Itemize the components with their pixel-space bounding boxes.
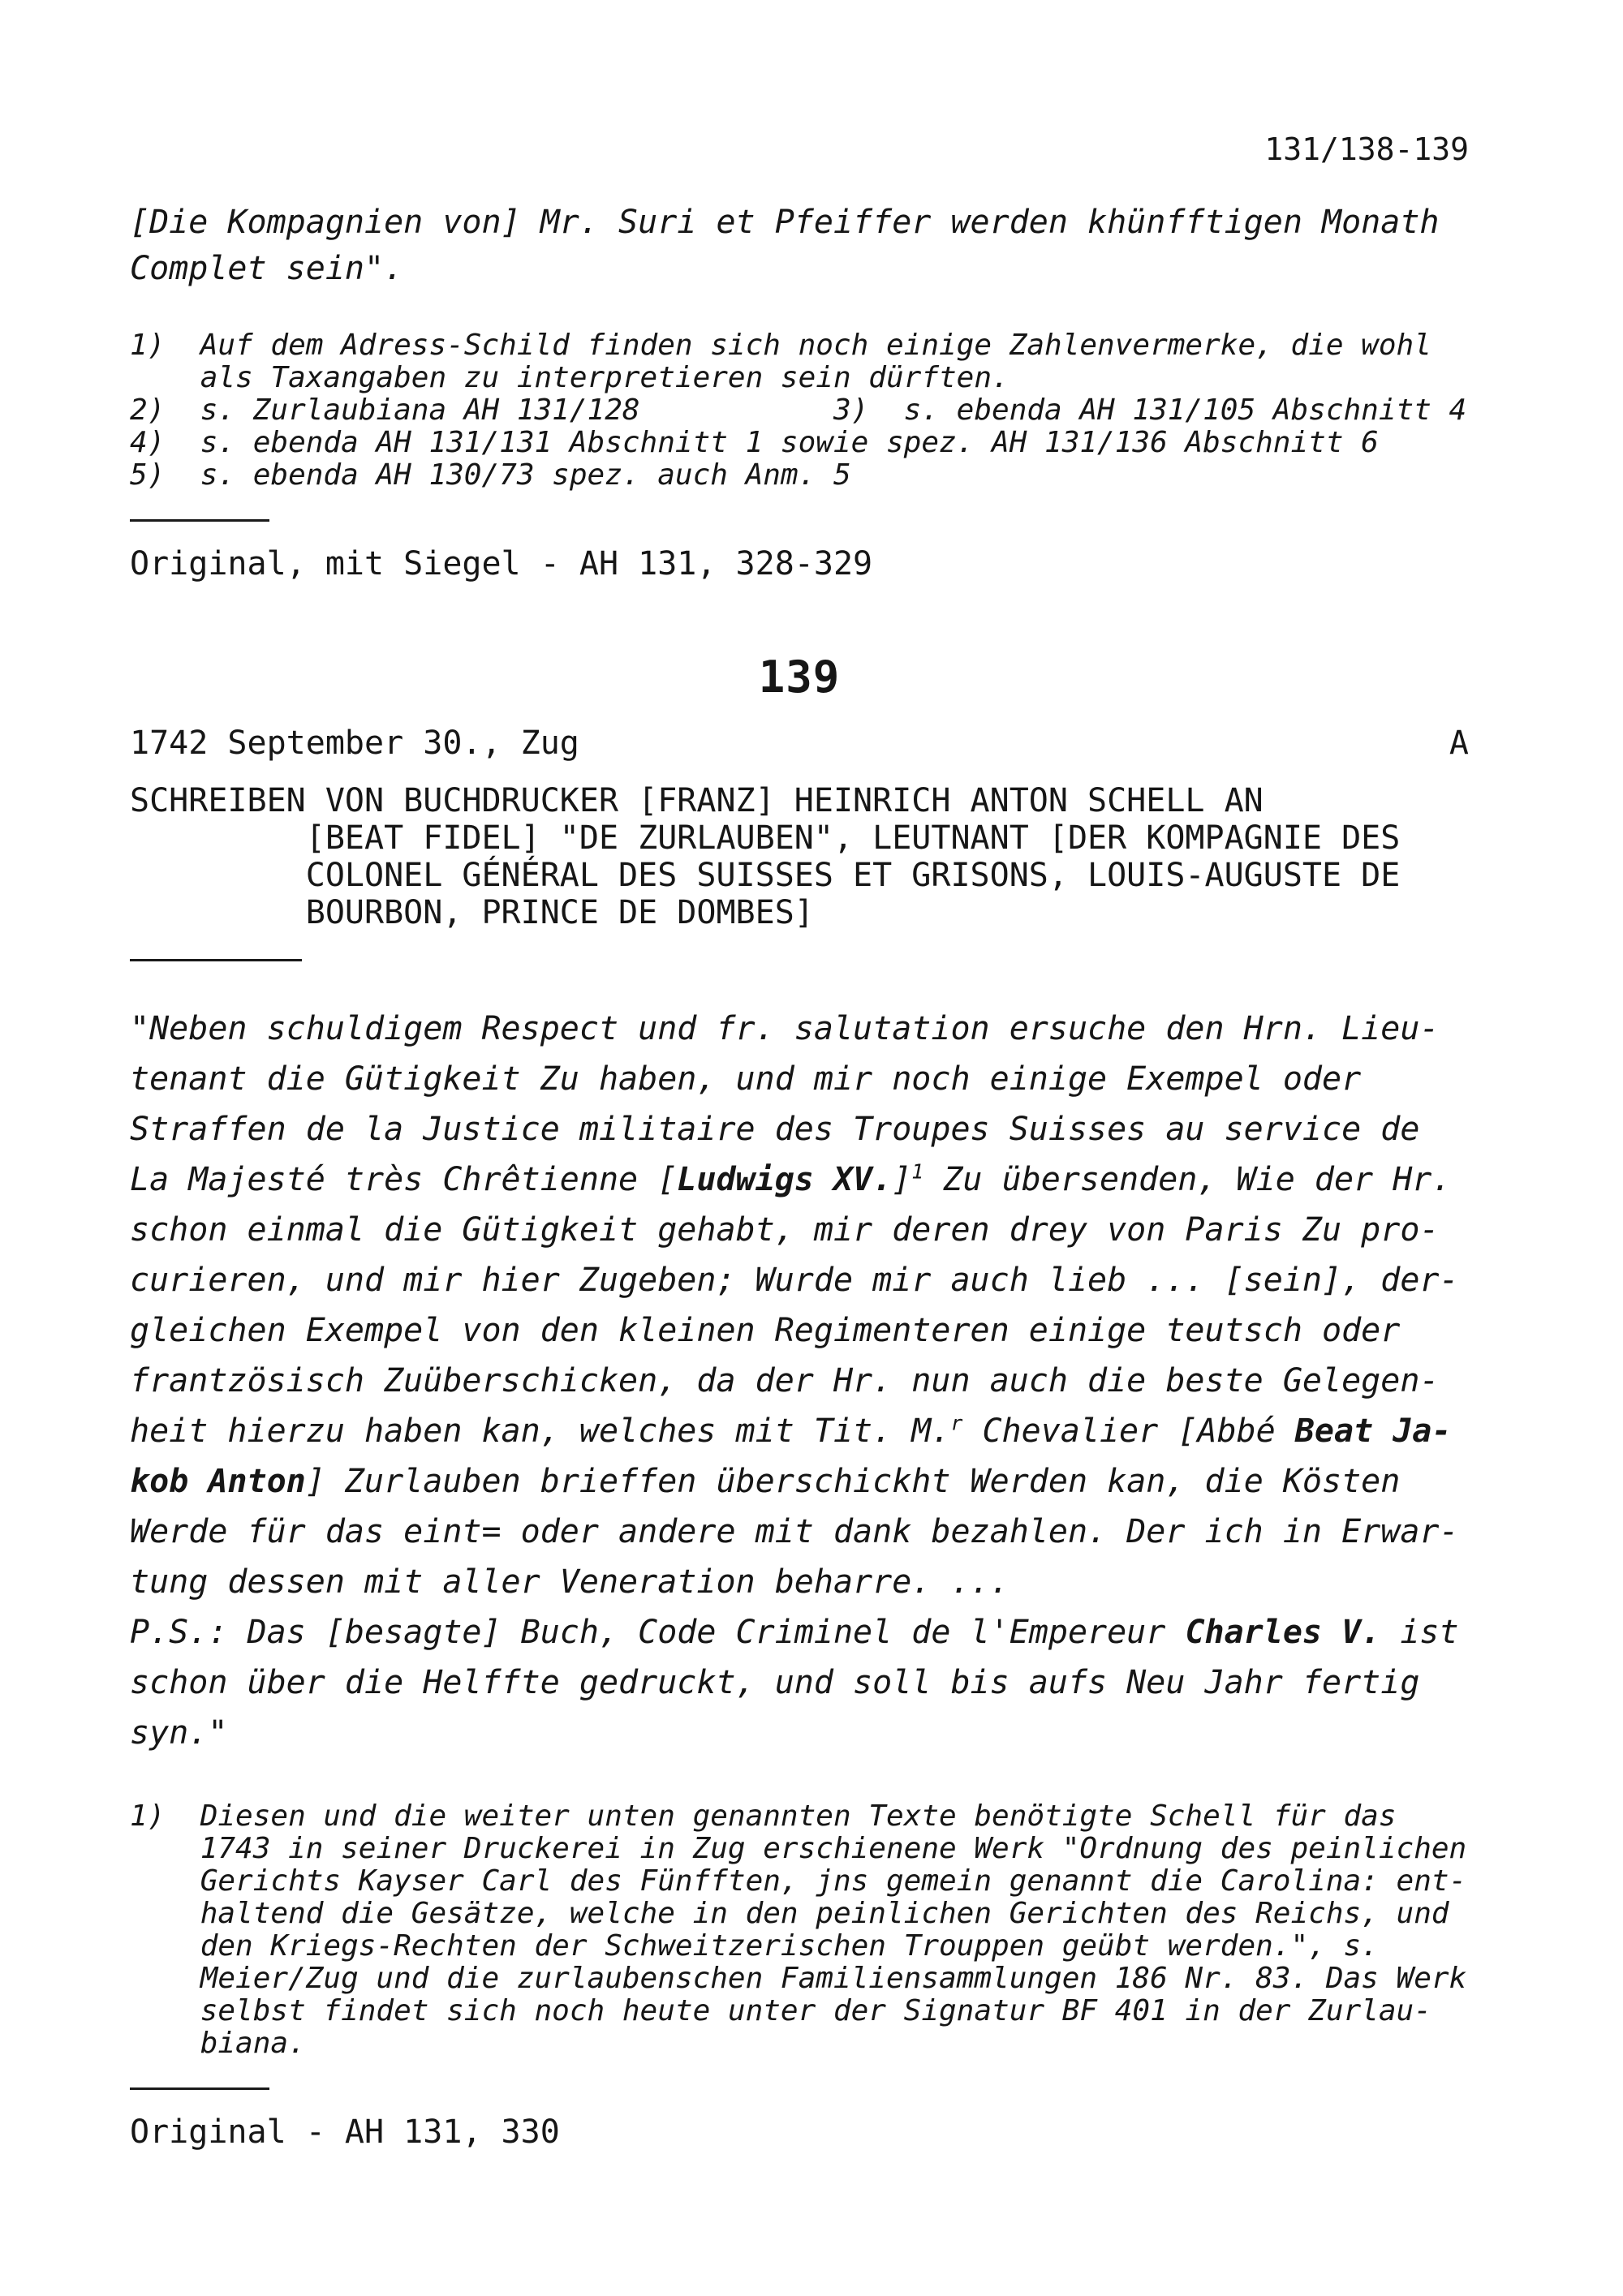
text-line: heit hierzu haben kan, welches mit Tit. M.$^r$ Chevalier [Abbé Beat Ja- xyxy=(130,1411,1452,1450)
text-line: La Majesté très Chrêtienne [Ludwigs XV.]$^1$ Zu übersenden, Wie der Hr. xyxy=(130,1159,1452,1198)
text-line: kob Anton] Zurlauben brieffen überschickht Werden kan, die Kösten xyxy=(130,1463,1401,1500)
divider xyxy=(130,959,302,961)
entry-139 xyxy=(130,651,1469,2152)
text-line: 1) Diesen und die weiter unten genannten Texte benötigte Schell für das xyxy=(130,1799,1397,1833)
text-line: 4) s. ebenda AH 131/131 Abschnitt 1 sowie spez. AH 131/136 Abschnitt 6 xyxy=(130,426,1379,459)
divider xyxy=(130,2087,269,2090)
text-line: [BEAT FIDEL] "DE ZURLAUBEN", LEUTNANT [DER KOMPAGNIE DES xyxy=(130,819,1401,857)
text-line: "Neben schuldigem Respect und fr. salutation ersuche den Hrn. Lieu- xyxy=(130,1010,1440,1047)
text-line: [Die Kompagnien von] Mr. Suri et Pfeiffer werden khünfftigen Monath xyxy=(130,204,1440,241)
text-line: den Kriegs-Rechten der Schweitzerischen Trouppen geübt werden.", s. xyxy=(130,1929,1379,1963)
entry-139-quote xyxy=(130,1004,1469,1758)
entry-138 xyxy=(130,200,1469,583)
text-line: haltend die Gesätze, welche in den peinlichen Gerichten des Reichs, und xyxy=(130,1897,1449,1930)
text-line: BOURBON, PRINCE DE DOMBES] xyxy=(130,894,814,931)
text-line: COLONEL GÉNÉRAL DES SUISSES ET GRISONS, LOUIS-AUGUSTE DE xyxy=(130,857,1401,894)
text-line: 1) Auf dem Adress-Schild finden sich noch einige Zahlenvermerke, die wohl xyxy=(130,329,1431,362)
text-line: Werde für das eint= oder andere mit dank bezahlen. Der ich in Erwar- xyxy=(130,1513,1459,1550)
entry-number: 139 xyxy=(758,651,841,703)
page-number-header: 131/138-139 xyxy=(1264,131,1469,167)
text-line: SCHREIBEN VON BUCHDRUCKER [FRANZ] HEINRICH ANTON SCHELL AN xyxy=(130,782,1264,819)
text-line: tung dessen mit aller Veneration beharre. ... xyxy=(130,1563,1010,1601)
text-line: gleichen Exempel von den kleinen Regimenteren einige teutsch oder xyxy=(130,1312,1401,1349)
text-line: als Taxangaben zu interpretieren sein dürften. xyxy=(130,361,1010,394)
text-line: syn." xyxy=(130,1714,228,1752)
text-line: tenant die Gütigkeit Zu haben, und mir noch einige Exempel oder xyxy=(130,1060,1362,1098)
text-line: Gerichts Kayser Carl des Fünfften, jns gemein genannt die Carolina: ent- xyxy=(130,1864,1467,1898)
text-line: Meier/Zug und die zurlaubenschen Familiensammlungen 186 Nr. 83. Das Werk xyxy=(130,1962,1467,1995)
text-line: 2) s. Zurlaubiana AH 131/128 3) s. ebenda AH 131/105 Abschnitt 4 xyxy=(130,393,1467,427)
text-line: Straffen de la Justice militaire des Troupes Suisses au service de xyxy=(130,1111,1420,1148)
text-line: curieren, und mir hier Zugeben; Wurde mir auch lieb ... [sein], der- xyxy=(130,1262,1459,1299)
text-line: 1743 in seiner Druckerei in Zug erschienene Werk "Ordnung des peinlichen xyxy=(130,1832,1467,1865)
entry-139-dateline xyxy=(130,724,1469,763)
text-line: selbst findet sich noch heute unter der Signatur BF 401 in der Zurlau- xyxy=(130,1994,1431,2027)
text-line: frantzösisch Zuüberschicken, da der Hr. nun auch die beste Gelegen- xyxy=(130,1362,1440,1400)
entry-138-source: Original, mit Siegel - AH 131, 328-329 xyxy=(130,545,873,583)
entry-139-footnotes xyxy=(130,1800,1469,2060)
text-line: Complet sein". xyxy=(130,250,404,287)
entry-139-source: Original - AH 131, 330 xyxy=(130,2113,560,2151)
entry-139-title xyxy=(130,782,1469,931)
text-line: schon über die Helffte gedruckt, und soll bis aufs Neu Jahr fertig xyxy=(130,1664,1420,1701)
text-line: schon einmal die Gütigkeit gehabt, mir deren drey von Paris Zu pro- xyxy=(130,1211,1440,1249)
series-letter: A xyxy=(1449,724,1469,762)
text-line: P.S.: Das [besagte] Buch, Code Criminel de l'Empereur Charles V. ist xyxy=(130,1614,1459,1651)
text-line: 5) s. ebenda AH 130/73 spez. auch Anm. 5 xyxy=(130,458,851,492)
entry-138-quote xyxy=(130,200,1469,292)
divider xyxy=(130,519,269,522)
entry-date-place: 1742 September 30., Zug xyxy=(130,724,579,762)
entry-138-footnotes xyxy=(130,329,1469,492)
text-line: biana. xyxy=(130,2027,306,2060)
